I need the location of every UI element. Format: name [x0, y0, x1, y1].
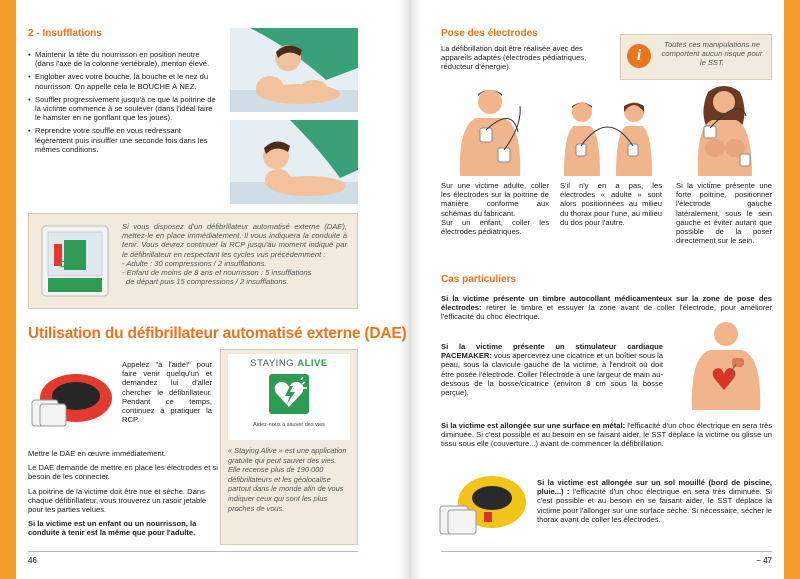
safety-note-text: Toutes ces manipulations ne comportent aucun risque pour le SST.: [661, 40, 763, 68]
app-tagline: Aidez-nous à sauver des vies: [253, 422, 325, 428]
footer-rule: [28, 551, 358, 552]
page-border-left: [0, 0, 16, 579]
page-number-right: – 47: [756, 556, 772, 565]
adult-electrode-illustration: [452, 86, 526, 176]
insufflations-list: [28, 50, 220, 158]
defibrillator-illustration: [28, 360, 118, 430]
infant-head-position-illustration: [230, 28, 358, 112]
woman-electrode-illustration: [690, 86, 760, 176]
pose-electrodes-title: Pose des électrodes: [441, 28, 538, 39]
page-border-right: [784, 0, 800, 579]
footer-rule: [441, 551, 772, 552]
book-gutter: [398, 0, 422, 579]
dae-section-title: Utilisation du défibrillateur automatisé externe (DAE): [28, 325, 407, 342]
pacemaker-illustration: [686, 320, 766, 410]
mouth-to-nose-illustration: [230, 120, 358, 204]
case-metal-surface: Si la victime est allongée sur une surface en métal: l'efficacité d'un choc électrique en sera très diminuée. Si c'est possible et au besoin en se faisant aider, le SST déplace la victime ou glisse un tissu sous elle (couverture...) avant de commencer la défibrillation.: [441, 421, 772, 449]
dae-steps: Mettre le DAE en œuvre immédiatement. Le DAE demande de mettre en place les électrodes et si besoin de les connecter. La poitrine de la victime doit être nue et sèche. Dans chaque défibrillateur, vous trouverez un rasoir jetable pour les parties velues. Si la victime est un enfant ou un nourrisson, la conduite à tenir est la même que pour l'adulte.: [28, 449, 218, 538]
adult-caption: Sur une victime adulte, coller les électrodes sur la poitrine de manière conforme aux schémas du fabricant. Sur un enfant, coller les électrodes pédiatriques.: [441, 181, 549, 237]
list-item: • Maintenir la tête du nourrisson en position neutre (dans l'axe de la colonne vertébrale), menton élevé.: [28, 50, 220, 68]
app-name-part: STAYING: [250, 358, 298, 369]
page-number-left: 46: [28, 556, 37, 565]
case-patch: Si la victime présente un timbre autocollant médicamenteux sur la zone de pose des électrodes: retirer le timbre et essuyer la zone avant de coller l'électrode, pour améliorer l'efficacité du choc électrique.: [441, 294, 772, 322]
case-wet-floor: Si la victime est allongée sur un sol mouillé (bord de piscine, pluie...) : l'efficacité d'un choc électrique en sera très diminuée. Si c'est possible et au besoin en se faisant aider, le SST déplace la victime pour l'allonger sur une surface sèche. Si nécessaire, sécher le thorax avant de coller les électrodes.: [537, 478, 772, 524]
info-icon: i: [627, 44, 651, 68]
woman-caption: Si la victime présente une forte poitrine, positionner l'électrode gauche latéralement, sous le sein gauche et éviter autant que possible de la poser directement sur le sein.: [676, 181, 772, 246]
heart-defibrillator-icon: [269, 374, 309, 414]
child-caption: S'il n'y en a pas, les électrodes « adulte » sont alors positionnées au milieu du thorax pour l'une, au milieu du dos pour l'autre.: [560, 181, 662, 227]
staying-alive-logo: [228, 354, 350, 440]
list-item: • Englober avec votre bouche, la bouche et le nez du nourrisson. On appelle cela le BOUCHE À NEZ.: [28, 72, 220, 90]
list-item: • Reprendre votre souffle en vous redressant légèrement puis insuffler une seconde fois dans les mêmes conditions.: [28, 126, 220, 154]
staying-alive-text: « Staying Alive » est une application gratuite qui peut sauver des vies. Elle recense plus de 190 000 défibrillateurs et les géolocalise partout dans le monde afin de vous indiquer ceux qui sont les plus proches de vous.: [228, 446, 347, 513]
yellow-defibrillator-illustration: [436, 468, 528, 538]
dae-box-text: Si vous disposez d'un défibrillateur automatisé externe (DAE), mettez-le en place immédiatement. Il vous indiquera la conduite à tenir. Vous devrez continuer la RCP jusqu'au moment indiqué par le défibrillateur en respectant les cycles vus précédemment : - Adulte : 30 compressions / 2 insufflations. - Enfant de moins de 8 ans et nourrisson : 5 insufflations de départ puis 15 compressions / 2 insufflations.: [122, 222, 347, 287]
child-electrode-illustration: [560, 98, 660, 176]
case-pacemaker: Si la victime présente un stimulateur cardiaque PACEMAKER: vous apercevrez une cicatrice et un boîtier sous la peau, sous la clavicule gauche de la victime, à l'endroit où doit être posée l'électrode. Coller l'électrode à une largeur de main au-dessous de la bosse/cicatrice (environ 8 cm sous la bosse perçue).: [441, 342, 663, 398]
insufflations-title: 2 - Insufflations: [28, 28, 102, 39]
special-cases-title: Cas particuliers: [441, 274, 517, 285]
dae-label: DAE: [60, 260, 77, 269]
app-name-part: ALIVE: [297, 358, 328, 369]
list-item: • Souffler progressivement jusqu'à ce que la poitrine de la victime commence à se soulever (dans l'idéal faire le hamster en ne gonflant que les joues).: [28, 95, 220, 123]
pose-intro: La défibrillation doit être réalisée avec des appareils adaptés (électrodes pédiatriques, réducteur d'énergie).: [441, 44, 587, 72]
call-help-text: Appelez "à l'aide!" pour faire venir quelqu'un et demandez lui d'aller chercher le défibrillateur. Pendant ce temps, continuez à pratiquer la RCP.: [122, 360, 212, 425]
